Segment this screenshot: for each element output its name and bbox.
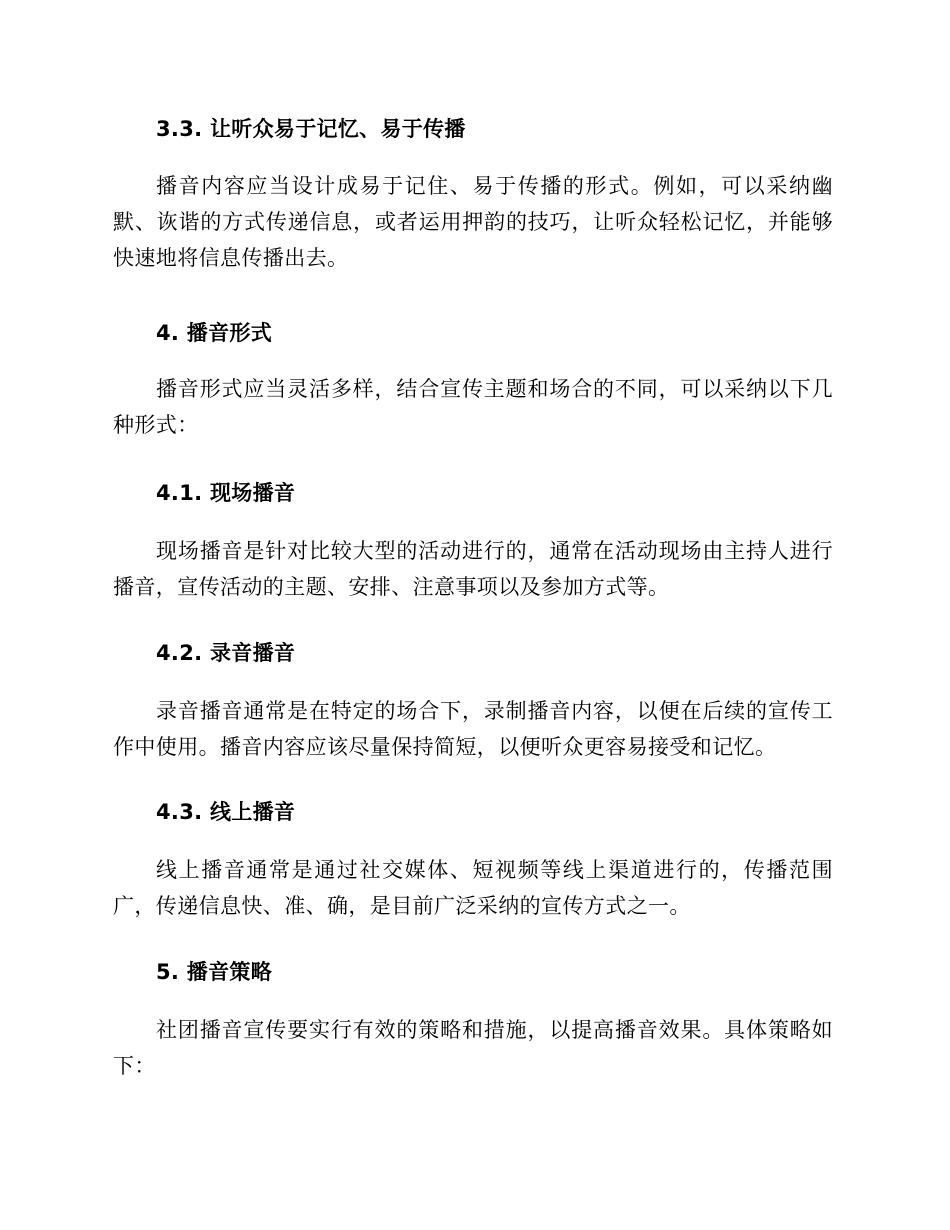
paragraph-4-2 — [113, 693, 833, 765]
section-heading-4-2: 4.2. 录音播音 — [156, 641, 296, 665]
paragraph-4 — [113, 371, 833, 443]
section-heading-3-3: 3.3. 让听众易于记忆、易于传播 — [156, 117, 466, 141]
section-heading-4-1: 4.1. 现场播音 — [156, 481, 296, 505]
paragraph-5 — [113, 1012, 833, 1084]
paragraph-line: 播音，宣传活动的主题、安排、注意事项以及参加方式等。 — [113, 575, 670, 599]
paragraph-line: 线上播音通常是通过社交媒体、短视频等线上渠道进行的，传播范围 — [156, 858, 833, 882]
paragraph-line: 默、诙谐的方式传递信息，或者运用押韵的技巧，让听众轻松记忆，并能够 — [113, 210, 833, 234]
paragraph-line: 录音播音通常是在特定的场合下，录制播音内容，以便在后续的宣传工 — [156, 699, 833, 723]
paragraph-4-1 — [113, 533, 833, 605]
paragraph-line: 快速地将信息传播出去。 — [113, 246, 349, 270]
paragraph-line: 现场播音是针对比较大型的活动进行的，通常在活动现场由主持人进行 — [156, 539, 833, 563]
paragraph-4-3 — [113, 852, 833, 924]
paragraph-3-3 — [113, 168, 833, 276]
paragraph-line: 播音内容应当设计成易于记住、易于传播的形式。例如，可以采纳幽 — [156, 174, 833, 198]
paragraph-line: 下： — [113, 1054, 156, 1078]
section-heading-5: 5. 播音策略 — [156, 960, 272, 984]
section-heading-4-3: 4.3. 线上播音 — [156, 800, 296, 824]
paragraph-line: 作中使用。播音内容应该尽量保持简短，以便听众更容易接受和记忆。 — [113, 735, 777, 759]
section-heading-4: 4. 播音形式 — [156, 321, 272, 345]
paragraph-line: 种形式： — [113, 413, 199, 437]
paragraph-line: 社团播音宣传要实行有效的策略和措施，以提高播音效果。具体策略如 — [156, 1018, 833, 1042]
paragraph-line: 广，传递信息快、准、确，是目前广泛采纳的宣传方式之一。 — [113, 894, 691, 918]
paragraph-line: 播音形式应当灵活多样，结合宣传主题和场合的不同，可以采纳以下几 — [156, 377, 833, 401]
